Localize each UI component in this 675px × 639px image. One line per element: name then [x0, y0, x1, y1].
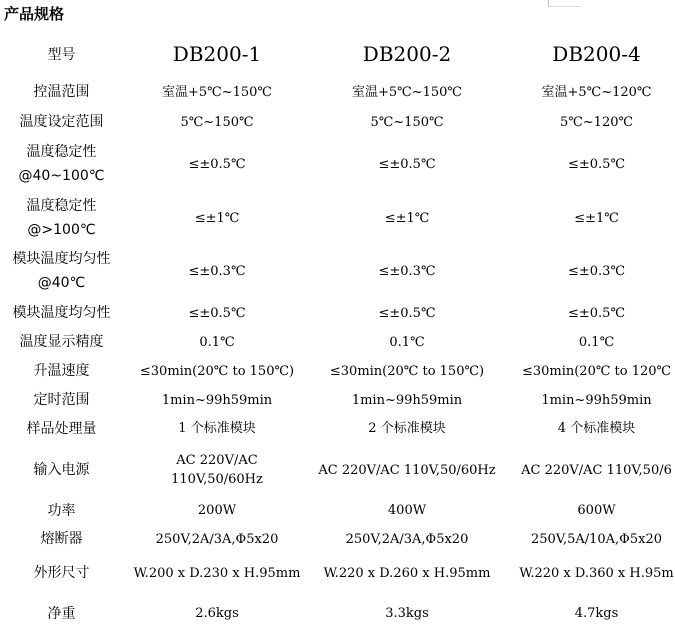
spec-row [0, 328, 675, 356]
corner-mark [548, 0, 581, 7]
spec-value: ≤±1℃ [384, 210, 430, 226]
spec-value: 250V,5A/10A,Φ5x20 [531, 531, 662, 547]
spec-value: ≤±0.5℃ [378, 305, 436, 321]
spec-value: W.220 x D.360 x H.95m [519, 565, 674, 581]
spec-label-line: 功率 [47, 502, 76, 519]
spec-value: ≤±0.3℃ [188, 263, 246, 279]
spec-value: 室温+5℃~150℃ [162, 84, 272, 100]
spec-value: ≤±0.5℃ [567, 305, 625, 321]
spec-label [0, 108, 123, 136]
spec-value: 400W [387, 503, 427, 518]
spec-label-line: 外形尺寸 [33, 565, 90, 581]
spec-row [0, 554, 675, 592]
spec-table [0, 33, 675, 635]
spec-label-line: 熔断器 [40, 531, 83, 547]
spec-value: 250V,2A/3A,Φ5x20 [345, 531, 469, 547]
spec-row [0, 443, 675, 497]
spec-row [0, 524, 675, 554]
spec-row [0, 244, 675, 298]
spec-label [0, 554, 123, 592]
spec-value: ≤±0.5℃ [188, 156, 246, 172]
spec-value: 4.7kgs [574, 606, 619, 621]
spec-value: ≤±0.3℃ [378, 263, 436, 279]
spec-row [0, 414, 675, 443]
model-name: DB200-1 [172, 42, 262, 66]
spec-value: ≤30min(20℃ to 150℃) [139, 363, 295, 379]
spec-value: ≤30min(20℃ to 150℃) [329, 363, 485, 379]
spec-label-line: @40℃ [37, 275, 86, 291]
spec-value: 1min~99h59min [351, 392, 463, 408]
section-title: 产品规格 [4, 5, 65, 23]
spec-value: 2 个标准模块 [368, 421, 446, 436]
spec-value: 200W [197, 503, 237, 518]
header-label: 型号 [47, 46, 76, 63]
spec-label [0, 592, 123, 635]
spec-row [0, 386, 675, 414]
spec-value: 1min~99h59min [541, 392, 652, 408]
spec-label-line: 控温范围 [33, 84, 90, 100]
model-name: DB200-2 [362, 42, 452, 66]
spec-label-line: 输入电源 [33, 462, 90, 478]
spec-row [0, 76, 675, 108]
spec-label [0, 414, 123, 443]
spec-value: AC 220V/AC 110V,50/60Hz [171, 453, 263, 487]
spec-row [0, 108, 675, 136]
spec-label-line: 模块温度均匀性 [12, 305, 111, 321]
spec-label [0, 298, 123, 328]
spec-value: ≤±0.5℃ [567, 156, 625, 172]
spec-row [0, 298, 675, 328]
header-row [0, 33, 675, 76]
spec-value: W.200 x D.230 x H.95mm [133, 565, 301, 581]
spec-value: 0.1℃ [199, 334, 235, 350]
spec-label-line: 温度显示精度 [19, 334, 104, 350]
spec-label [0, 76, 123, 108]
spec-label [0, 136, 123, 192]
spec-label [0, 244, 123, 298]
spec-label [0, 386, 123, 414]
spec-value: AC 220V/AC 110V,50/6 [521, 462, 672, 478]
spec-label-line: 温度设定范围 [19, 114, 104, 130]
spec-label-line: 净重 [47, 605, 76, 622]
spec-value: ≤±1℃ [194, 210, 240, 226]
spec-label [0, 328, 123, 356]
spec-value: ≤±0.3℃ [567, 263, 625, 279]
spec-label-line: 温度稳定性 [26, 144, 97, 160]
spec-row [0, 356, 675, 386]
spec-value: 室温+5℃~120℃ [541, 84, 652, 100]
spec-label-line: 温度稳定性 [26, 198, 97, 214]
spec-value: ≤±1℃ [574, 210, 619, 226]
spec-value: 600W [577, 503, 616, 518]
spec-row [0, 136, 675, 192]
spec-value: 3.3kgs [385, 606, 429, 621]
spec-label-line: 升温速度 [33, 363, 90, 379]
spec-label [0, 497, 123, 524]
spec-value: 250V,2A/3A,Φ5x20 [155, 531, 279, 547]
spec-value: 5℃~150℃ [180, 114, 254, 130]
model-name: DB200-4 [552, 42, 641, 66]
spec-value: AC 220V/AC 110V,50/60Hz [318, 462, 496, 478]
spec-value: ≤±0.5℃ [378, 156, 436, 172]
spec-value: 5℃~150℃ [370, 114, 444, 130]
spec-value: 0.1℃ [389, 334, 425, 350]
spec-value: 5℃~120℃ [559, 114, 634, 130]
spec-value: 0.1℃ [578, 334, 615, 350]
spec-label-line: 定时范围 [33, 392, 90, 408]
spec-label-line: 样品处理量 [26, 420, 97, 437]
spec-row [0, 192, 675, 244]
spec-label-line: @>100℃ [27, 222, 96, 238]
spec-row [0, 592, 675, 635]
spec-label [0, 524, 123, 554]
spec-value: ≤±0.5℃ [188, 305, 246, 321]
spec-row [0, 497, 675, 524]
spec-value: 1min~99h59min [161, 392, 273, 408]
spec-value: 4 个标准模块 [557, 421, 636, 436]
spec-value: 1 个标准模块 [178, 421, 256, 436]
spec-label-line: @40~100℃ [18, 168, 105, 184]
spec-value: ≤30min(20℃ to 120℃ [521, 363, 672, 379]
spec-value: 室温+5℃~150℃ [352, 84, 462, 100]
spec-label [0, 192, 123, 244]
spec-label-line: 模块温度均匀性 [12, 251, 111, 267]
spec-label [0, 443, 123, 497]
spec-label [0, 356, 123, 386]
spec-value: W.220 x D.260 x H.95mm [323, 565, 491, 581]
spec-value: 2.6kgs [195, 606, 239, 621]
